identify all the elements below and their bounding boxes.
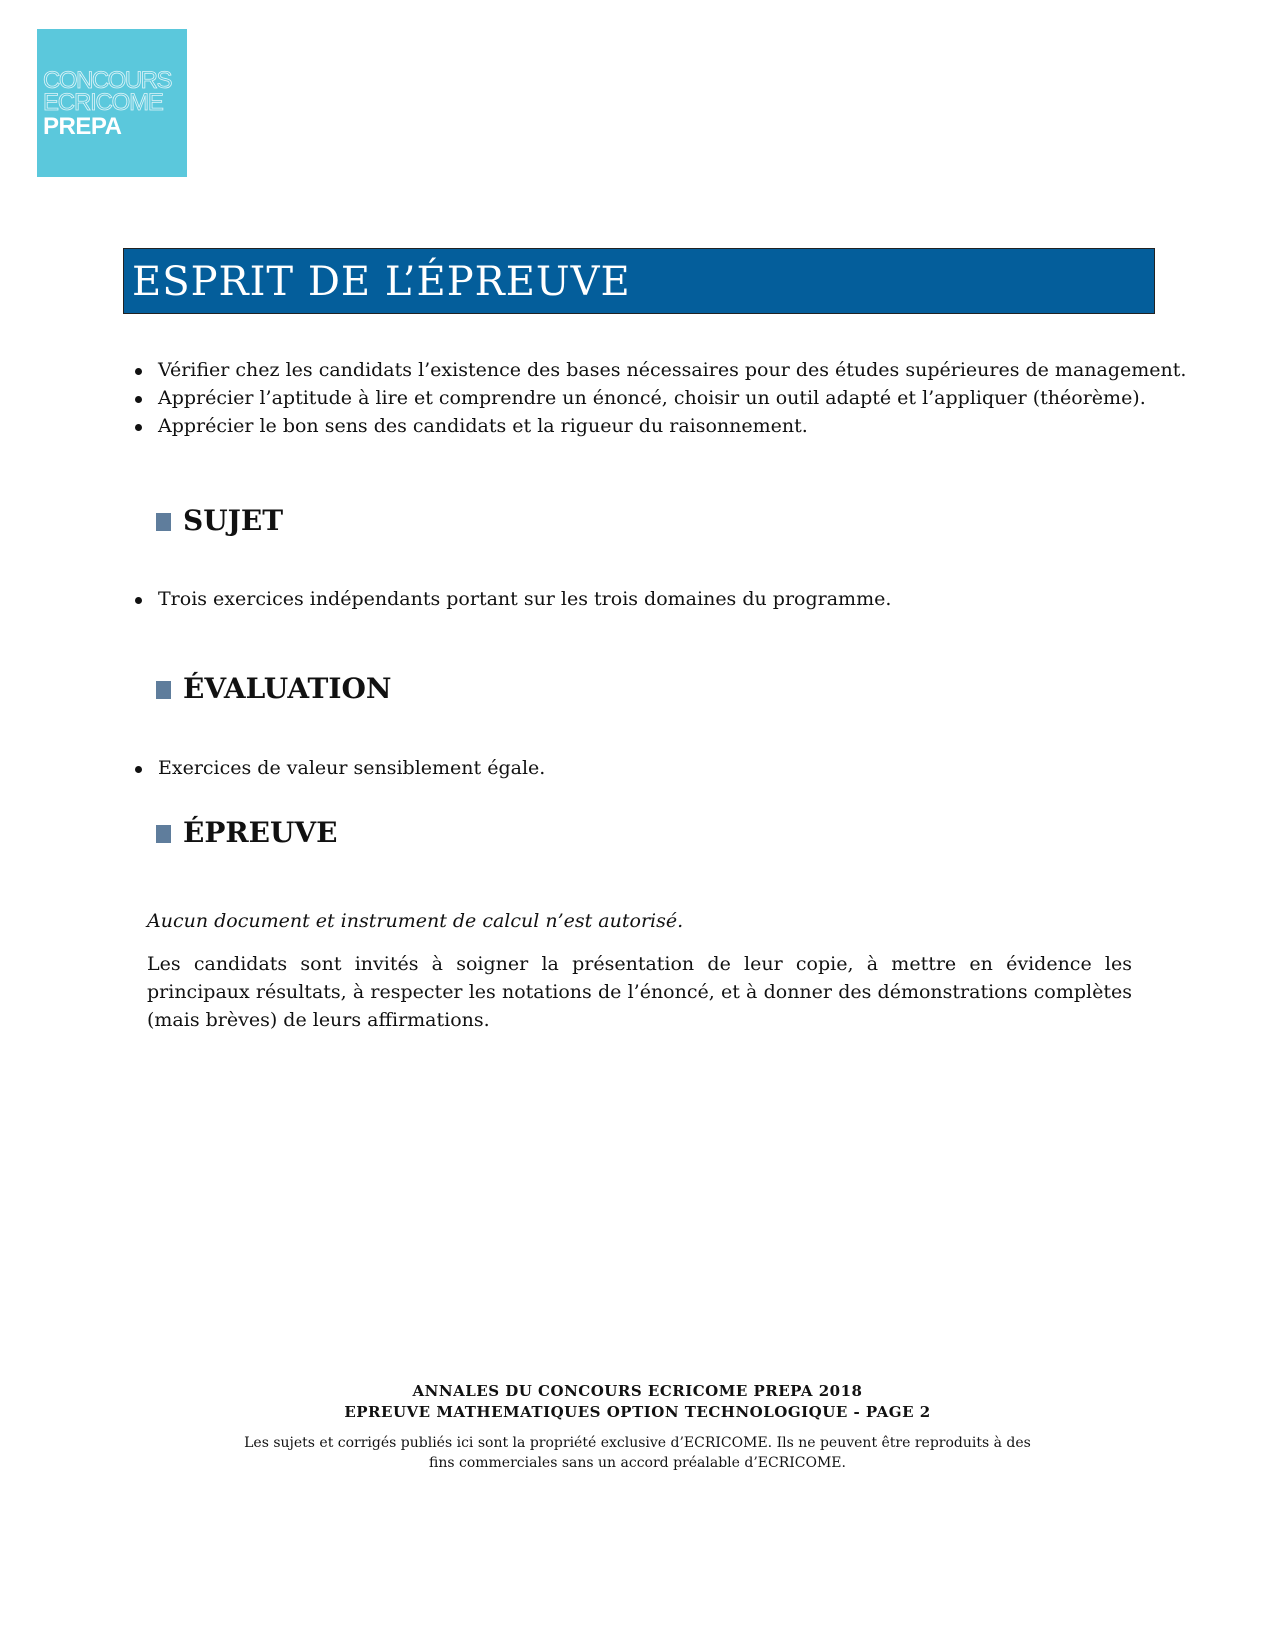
- bullet-text: Exercices de valeur sensiblement égale.: [158, 757, 546, 779]
- bullet-text: Trois exercices indépendants portant sur les trois domaines du programme.: [158, 588, 892, 610]
- sujet-bullet-list: [133, 585, 891, 613]
- square-bullet-icon: [156, 681, 171, 699]
- list-item: [133, 754, 545, 782]
- section-title: ÉVALUATION: [183, 672, 392, 705]
- rules-note: Aucun document et instrument de calcul n’est autorisé.: [147, 910, 684, 932]
- footer-annales-line: ANNALES DU CONCOURS ECRICOME PREPA 2018: [412, 1382, 863, 1400]
- bullet-icon: [135, 597, 142, 604]
- list-item: [133, 384, 1186, 412]
- bullet-icon: [135, 396, 142, 403]
- square-bullet-icon: [156, 825, 171, 843]
- bullet-icon: [135, 766, 142, 773]
- page-footer: [0, 1381, 1275, 1473]
- instructions-paragraph: Les candidats sont invités à soigner la présentation de leur copie, à mettre en évidence les principaux résultats, à respecter les notations de l’énoncé, et à donner des démonstrations complètes (mais brèves) de leurs affirmations.: [147, 953, 1132, 1031]
- square-bullet-icon: [156, 513, 171, 531]
- bullet-text: Vérifier chez les candidats l’existence des bases nécessaires pour des études supérieures de management.: [158, 359, 1187, 381]
- bullet-text: Apprécier le bon sens des candidats et la rigueur du raisonnement.: [158, 415, 808, 437]
- list-item: [133, 412, 1186, 440]
- logo-line-prepa: PREPA: [43, 113, 122, 140]
- logo-line-concours: CONCOURS: [43, 67, 172, 94]
- list-item: [133, 356, 1186, 384]
- footer-copyright-line-2: fins commerciales sans un accord préalable d’ECRICOME.: [429, 1455, 846, 1471]
- section-title: ÉPREUVE: [183, 816, 338, 849]
- bullet-text: Apprécier l’aptitude à lire et comprendre un énoncé, choisir un outil adapté et l’appliquer (théorème).: [158, 387, 1146, 409]
- title-banner: [123, 248, 1155, 314]
- footer-epreuve-line: EPREUVE MATHEMATIQUES OPTION TECHNOLOGIQUE - PAGE 2: [344, 1403, 931, 1421]
- bullet-icon: [135, 424, 142, 431]
- list-item: [133, 585, 891, 613]
- evaluation-bullet-list: [133, 754, 545, 782]
- logo-line-ecricome: ECRICOME: [43, 89, 163, 116]
- bullet-icon: [135, 368, 142, 375]
- section-title: SUJET: [183, 504, 284, 537]
- ecricome-logo: [37, 29, 187, 177]
- intro-bullet-list: [133, 356, 1186, 440]
- page-title: ESPRIT DE L’ÉPREUVE: [132, 259, 631, 305]
- footer-copyright-line: Les sujets et corrigés publiés ici sont la propriété exclusive d’ECRICOME. Ils ne peuvent être reproduits à des: [244, 1435, 1031, 1451]
